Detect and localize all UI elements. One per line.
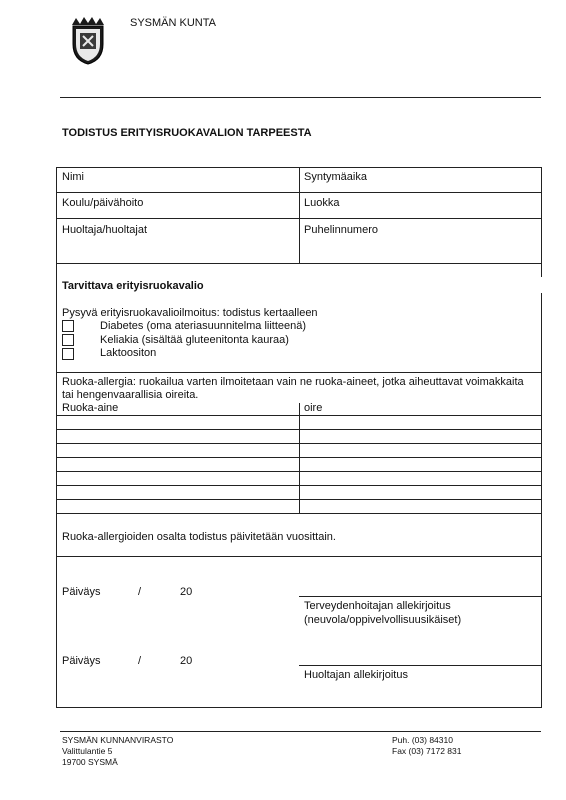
diabetes-checkbox[interactable] (62, 320, 74, 332)
info-row-line (56, 192, 542, 193)
allergy-column-header-food: Ruoka-aine (62, 402, 119, 414)
laktoositon-checkbox[interactable] (62, 348, 74, 360)
nurse-signature-line[interactable] (299, 596, 541, 597)
info-grid-divider (299, 167, 300, 263)
allergy-table-line (56, 429, 542, 430)
footer-fax: Fax (03) 7172 831 (392, 746, 462, 756)
nurse-signature-label: Terveydenhoitajan allekirjoitus (304, 600, 451, 612)
date-separator-1: / (138, 586, 142, 598)
laktoositon-option-label: Laktoositon (100, 347, 157, 359)
document-title: TODISTUS ERITYISRUOKAVALION TARPEESTA (62, 127, 312, 139)
allergy-instructions-line1: Ruoka-allergia: ruokailua varten ilmoitetaan vain ne ruoka-aineet, jotka aiheuttavat voimakkaita (62, 376, 524, 388)
allergy-table-line (56, 443, 542, 444)
allergy-table-line (56, 513, 542, 514)
municipal-coat-of-arms-logo (70, 16, 106, 66)
guardian-signature-label: Huoltajan allekirjoitus (304, 669, 408, 681)
form-bottom-border (56, 707, 542, 708)
allergy-update-note: Ruoka-allergioiden osalta todistus päivitetään vuosittain. (62, 531, 336, 543)
header-divider (60, 97, 541, 98)
allergy-table-line (56, 471, 542, 472)
form-right-border (541, 293, 542, 708)
field-label-luokka[interactable]: Luokka (304, 197, 340, 209)
field-label-koulu[interactable]: Koulu/päivähoito (62, 197, 144, 209)
allergy-table-line (56, 415, 542, 416)
footer-postal: 19700 SYSMÄ (62, 757, 118, 767)
allergy-table-line (56, 457, 542, 458)
allergy-instructions-line2: tai hengenvaarallisia oireita. (62, 389, 199, 401)
nurse-signature-sublabel: (neuvola/oppivelvollisuusikäiset) (304, 614, 462, 626)
date-separator-2: / (138, 655, 142, 667)
year-prefix-1[interactable]: 20 (180, 586, 193, 598)
keliakia-checkbox[interactable] (62, 334, 74, 346)
info-row-line (56, 218, 542, 219)
allergy-table-line (56, 499, 542, 500)
allergy-table-divider (299, 403, 300, 513)
date-label-2: Päiväys (62, 655, 101, 667)
section-divider (56, 372, 542, 373)
field-label-nimi[interactable]: Nimi (62, 171, 84, 183)
allergy-table-line (56, 485, 542, 486)
section-divider (56, 556, 542, 557)
diet-intro: Pysyvä erityisruokavalioilmoitus: todistus kertaalleen (62, 307, 318, 319)
info-row-line (56, 263, 542, 264)
footer-street: Valittulantie 5 (62, 746, 113, 756)
keliakia-option-label: Keliakia (sisältää gluteenitonta kauraa) (100, 334, 289, 346)
field-label-puhelinnumero[interactable]: Puhelinnumero (304, 224, 378, 236)
date-label-1: Päiväys (62, 586, 101, 598)
field-label-huoltaja[interactable]: Huoltaja/huoltajat (62, 224, 148, 236)
municipality-name: SYSMÄN KUNTA (130, 17, 216, 29)
field-label-syntymaaika[interactable]: Syntymäaika (304, 171, 367, 183)
diabetes-option-label: Diabetes (oma ateriasuunnitelma liitteenä) (100, 320, 307, 332)
diet-section-heading: Tarvittava erityisruokavalio (62, 280, 204, 292)
allergy-column-header-symptom: oire (304, 402, 323, 414)
guardian-signature-line[interactable] (299, 665, 541, 666)
year-prefix-2[interactable]: 20 (180, 655, 193, 667)
footer-divider (60, 731, 541, 732)
form-right-border-top (541, 167, 542, 277)
form-left-border (56, 167, 57, 708)
footer-office-name: SYSMÄN KUNNANVIRASTO (62, 735, 174, 745)
footer-phone: Puh. (03) 84310 (392, 735, 453, 745)
